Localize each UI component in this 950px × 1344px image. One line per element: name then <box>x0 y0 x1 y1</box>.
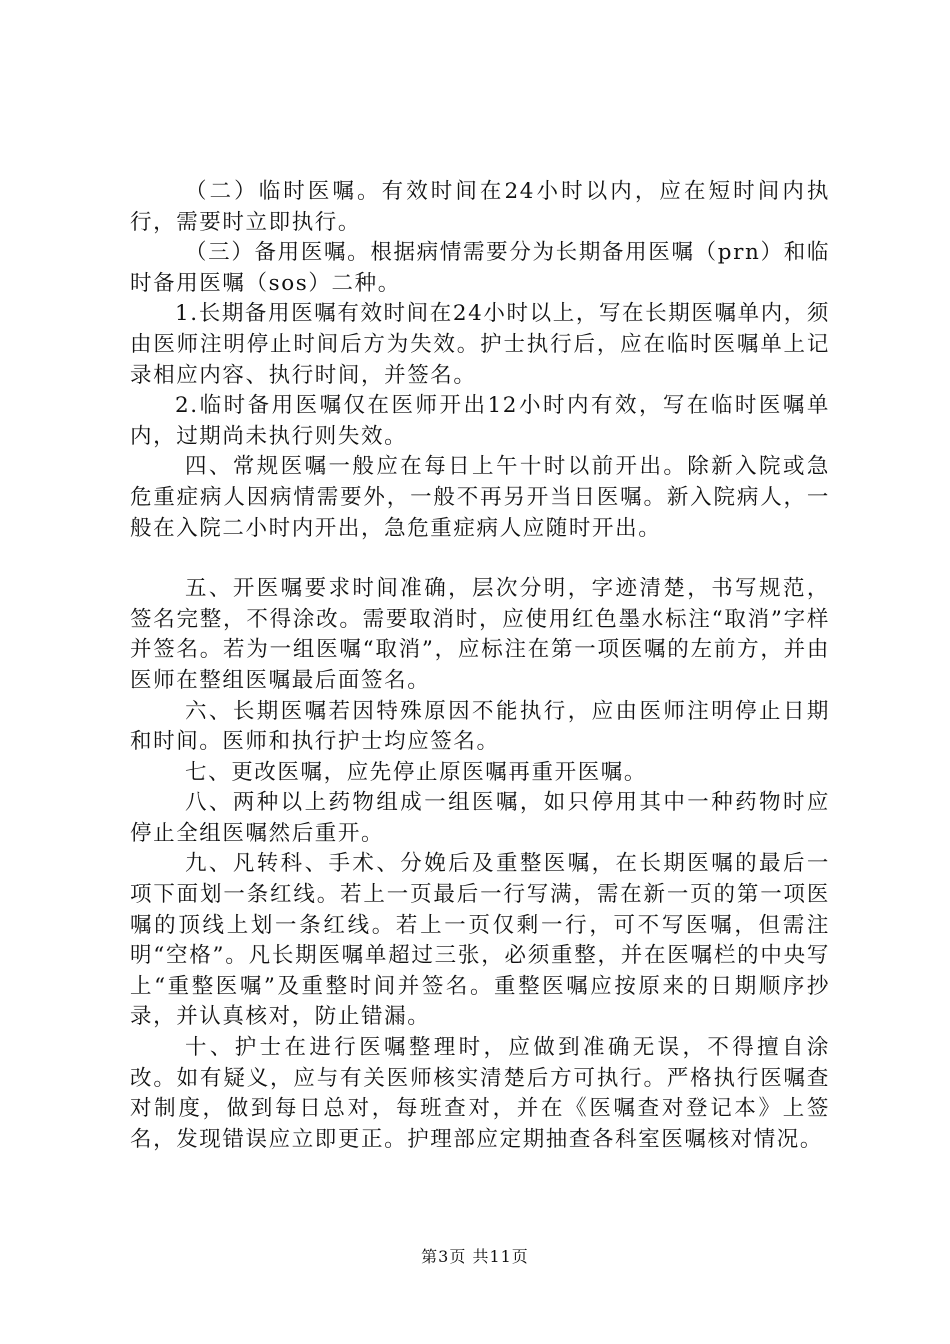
paragraph-section-5: 五、开医嘱要求时间准确，层次分明，字迹清楚，书写规范，签名完整，不得涂改。需要取消时，应使用红色墨水标注“取消”字样并签名。若为一组医嘱“取消”，应标注在第一项医嘱的左前方，并由医师在整组医嘱最后面签名。 <box>130 576 830 693</box>
paragraph-temporary-orders: （二）临时医嘱。有效时间在24小时以内，应在短时间内执行，需要时立即执行。 <box>130 179 830 235</box>
paragraph-long-term-standby: 1.长期备用医嘱有效时间在24小时以上，写在长期医嘱单内，须由医师注明停止时间后方为失效。护士执行后，应在临时医嘱单上记录相应内容、执行时间，并签名。 <box>130 301 830 388</box>
paragraph-standby-orders: （三）备用医嘱。根据病情需要分为长期备用医嘱（prn）和临时备用医嘱（sos）二种。 <box>130 240 830 296</box>
paragraph-section-6: 六、长期医嘱若因特殊原因不能执行，应由医师注明停止日期和时间。医师和执行护士均应签名。 <box>130 698 830 755</box>
paragraph-section-7: 七、更改医嘱，应先停止原医嘱再重开医嘱。 <box>185 759 648 785</box>
paragraph-temporary-standby: 2.临时备用医嘱仅在医师开出12小时内有效，写在临时医嘱单内，过期尚未执行则失效。 <box>130 393 830 449</box>
page-footer: 第3页 共11页 <box>421 1247 529 1266</box>
paragraph-section-9: 九、凡转科、手术、分娩后及重整医嘱，在长期医嘱的最后一项下面划一条红线。若上一页最后一行写满，需在新一页的第一项医嘱的顶线上划一条红线。若上一页仅剩一行，可不写医嘱，但需注明“空格”。凡长期医嘱单超过三张，必须重整，并在医嘱栏的中央写上“重整医嘱”及重整时间并签名。重整医嘱应按原来的日期顺序抄录，并认真核对，防止错漏。 <box>130 851 830 1030</box>
document-body <box>130 177 830 1155</box>
paragraph-section-8: 八、两种以上药物组成一组医嘱，如只停用其中一种药物时应停止全组医嘱然后重开。 <box>130 790 830 846</box>
paragraph-section-10: 十、护士在进行医嘱整理时，应做到准确无误，不得擅自涂改。如有疑义，应与有关医师核实清楚后方可执行。严格执行医嘱查对制度，做到每日总对，每班查对，并在《医嘱查对登记本》上签名，发现错误应立即更正。护理部应定期抽查各科室医嘱核对情况。 <box>130 1035 830 1152</box>
paragraph-section-4: 四、常规医嘱一般应在每日上午十时以前开出。除新入院或急危重症病人因病情需要外，一般不再另开当日医嘱。新入院病人，一般在入院二小时内开出，急危重症病人应随时开出。 <box>130 454 830 541</box>
